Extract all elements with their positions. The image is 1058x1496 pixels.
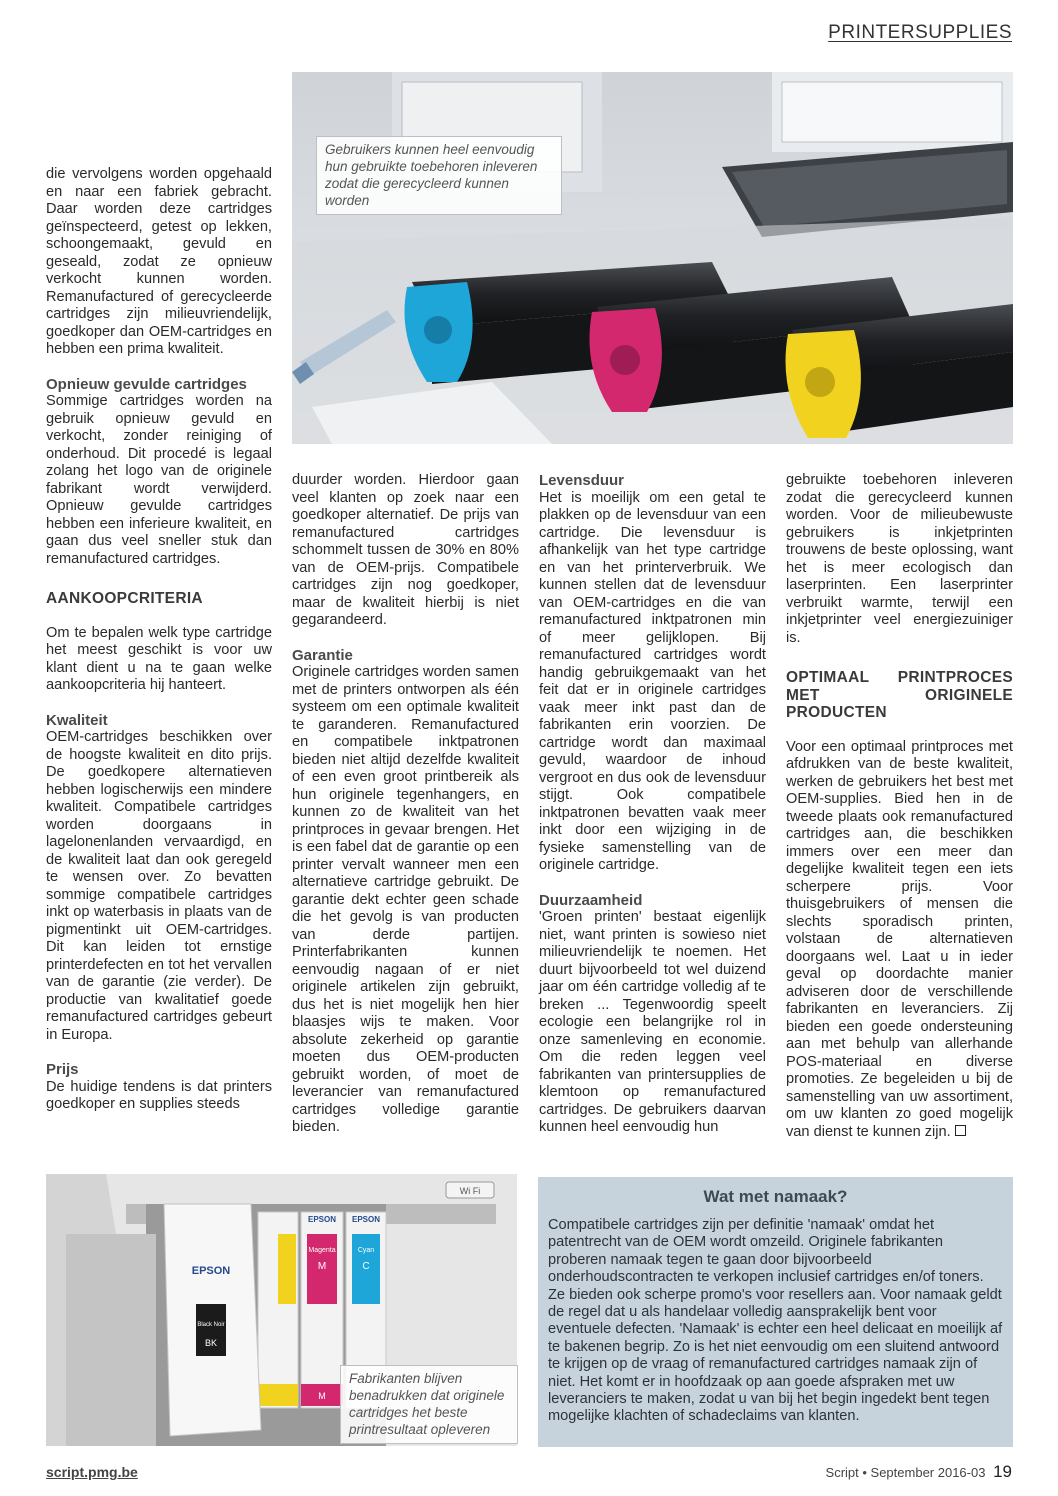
heading-criteria: AANKOOPCRITERIA (46, 590, 203, 607)
heading-refill: Opnieuw gevulde cartridges (46, 375, 247, 393)
end-mark-icon (955, 1125, 966, 1136)
magenta-code-bottom: M (318, 1391, 326, 1401)
page-number: 19 (993, 1462, 1012, 1481)
column-4 (786, 472, 1013, 1141)
heading-optimal: OPTIMAAL PRINTPROCES MET ORIGINELE PRODUCTEN (786, 669, 1013, 721)
black-label: Black Noir (197, 1322, 225, 1328)
column-1 (46, 166, 272, 1114)
heading-price: Prijs (46, 1061, 79, 1078)
paragraph: gebruikte toebehoren inleveren zodat die gerecycleerd kunnen worden. Voor de milieubewuste gebruikers is inkjetprinten trouwens de beste oplossing, want het is meer ecologisch dan laserprinten. Een laserprinter verbruikt warmte, terwijl een inkjetprinter veel energiezuiniger is. (786, 472, 1013, 646)
cyan-code: C (362, 1261, 370, 1272)
heading-sustainability: Duurzaamheid (539, 891, 643, 909)
paragraph-text: Voor een optimaal printproces met afdrukken van de beste kwaliteit, werken de gebruikers het best met OEM-supplies. Bied hen in de tweede plaats ook remanufactured cartridges aan, die beschikken immers over een meer dan degelijke kwaliteit tegen een iets scherpere prijs. Voor thuisgebruikers of mensen die slechts sporadisch printen, volstaan de alternatieven doorgaans wel. Laat u in ieder geval op doordachte manier adviseren door de verschillende fabrikanten en leveranciers. Zij bieden een goede ondersteuning aan met behulp van allerhande POS-materiaal en diverse promoties. Ze begeleiden u bij de samenstelling van uw assortiment, om uw klanten zo goed mogelijk van dienst te kunnen zijn. (786, 738, 1013, 1140)
heading-quality: Kwaliteit (46, 711, 108, 729)
sidebar-title: Wat met namaak? (703, 1187, 848, 1206)
column-3 (539, 472, 766, 1137)
paragraph: Originele cartridges worden samen met de printers ontworpen als één systeem om een optimale kwaliteit te garanderen. Remanufactured en compatibele inktpatronen bieden niet altijd dezelfde kwaliteit of een even groot printbereik als hun originele tegenhangers, en kunnen zo de kwaliteit van het printproces in gevaar brengen. Het is een fabel dat de garantie op een printer vervalt wanneer men een alternatieve cartridge gebruikt. De garantie dekt echter geen schade die het gevolg is van producten van derde partijen. Printerfabrikanten kunnen eenvoudig nagaan of er niet originele artikelen zijn gebruikt, dus het is niet mogelijk hen hier blaasjes wijs te maken. Voor absolute zekerheid op garantie moeten dus OEM-producten gebruikt worden, of moet de leverancier van remanufactured cartridges volledige garantie bieden. (292, 664, 519, 1135)
paragraph: 'Groen printen' bestaat eigenlijk niet, want printen is sowieso niet milieuvriendelijk te noemen. Het duurt bijvoorbeeld tot wel duizend jaar om één cartridge volledig af te breken ... Tegenwoordig speelt ecologie een belangrijke rol in onze samenleving en economie. Om die reden leggen veel fabrikanten van printersupplies de klemtoon op remanufactured cartridges. De gebruikers daarvan kunnen heel eenvoudig hun (539, 909, 766, 1135)
black-brand-label: EPSON (191, 1265, 231, 1277)
toner-cartridges-illustration (292, 72, 1013, 444)
magenta-code: M (317, 1261, 327, 1272)
heading-warranty: Garantie (292, 646, 353, 664)
sidebar-body: Compatibele cartridges zijn per definitie 'namaak' omdat het patentrecht van de OEM wordt omzeild. Originele fabrikanten proberen namaak tegen te gaan door bijvoorbeeld onderhoudscontracten te verkopen inclusief cartridges en/of toners. Ze bieden ook scherpe promo's voor resellers aan. Voor namaak geldt de regel dat u als handelaar volledig aansprakelijk bent voor eventuele defecten. 'Namaak' is echter een heel delicaat en moeilijk af te bakenen begrip. Zo is het niet eenvoudig om een sluitend antwoord te krijgen op de vraag of remanufactured cartridges namaak zijn of niet. Het komt er in hoofdzaak op aan goede afspraken met uw leveranciers te maken, zodat u van bij het begin ingedekt bent tegen mogelijke klachten of schadeclaims van klanten. (548, 1217, 1003, 1425)
paragraph: Om te bepalen welk type cartridge het meest geschikt is voor uw klant dient u na te gaan welke aankoopcriteria hij hanteert. (46, 624, 272, 693)
issue-label: Script • September 2016-03 (825, 1465, 986, 1480)
cyan-label: Cyan (357, 1247, 375, 1254)
cyan-brand-label: EPSON (351, 1215, 381, 1224)
paragraph (786, 739, 1013, 1142)
paragraph: Sommige cartridges worden na gebruik opnieuw gevuld en verkocht, zonder reiniging of onderhoud. Dit procedé is legaal zolang het logo van de originele fabrikant wordt verwijderd. Opnieuw gevulde cartridges hebben een inferieure kwaliteit, en gaan dus veel sneller stuk dan remanufactured cartridges. (46, 393, 272, 567)
column-2 (292, 472, 519, 1137)
section-title: PRINTERSUPPLIES (828, 22, 1012, 43)
footer-site-link[interactable]: script.pmg.be (46, 1464, 138, 1480)
paragraph: Het is moeilijk om een getal te plakken op de levensduur van een cartridge. Die levensduur is afhankelijk van het type cartridge en van het printerverbruik. We kunnen stellen dat de levensduur van OEM-cartridges en die van remanufactured inktpatronen min of meer gelijklopen. Bij remanufactured cartridges wordt handig gebruikgemaakt van het feit dat er in originele cartridges vaak meer inkt past dan de fabrikanten erin voorzien. De cartridge wordt dan maximaal gevuld, waardoor de inhoud vergroot en dus ook de levensduur stijgt. Ook compatibele inktpatronen bevatten vaak meer inkt door een wijziging in de fysieke samenstelling van de originele cartridge. (539, 489, 766, 873)
paragraph: die vervolgens worden opgehaald en naar een fabriek gebracht. Daar worden deze cartridges geïnspecteerd, getest op lekken, schoongemaakt, gevuld en geseald, zodat ze opnieuw verkocht kunnen worden. Remanufactured of gerecycleerde cartridges zijn milieuvriendelijk, goedkoper dan OEM-cartridges en hebben een prima kwaliteit. (46, 166, 272, 357)
heading-lifespan: Levensduur (539, 472, 625, 489)
paragraph: De huidige tendens is dat printers goedkoper en supplies steeds (46, 1078, 272, 1112)
photo-caption-bottom: Fabrikanten blijven benadrukken dat originele cartridges het beste printresultaat opleveren (340, 1365, 518, 1444)
footer-issue (826, 1462, 1012, 1482)
magenta-label: Magenta (308, 1247, 336, 1254)
paragraph: OEM-cartridges beschikken over de hoogste kwaliteit en dito prijs. De goedkopere alternatieven hebben logischerwijs een mindere kwaliteit. Compatibele cartridges worden doorgaans in lagelonenlanden vervaardigd, en de kwaliteit laat dan ook geregeld te wensen over. Zo bevatten sommige compatibele cartridges inkt op waterbasis in plaats van de pigmentinkt uit OEM-cartridges. Dit kan leiden tot ernstige printerdefecten en tot het vervallen van de garantie (zie verder). De productie van kwalitatief goede remanufactured cartridges gebeurt in Europa. (46, 729, 272, 1043)
black-code: BK (204, 1338, 218, 1348)
paragraph: duurder worden. Hierdoor gaan veel klanten op zoek naar een goedkoper alternatief. De prijs van remanufactured cartridges schommelt tussen de 30% en 80% van de OEM-prijs. Compatibele cartridges zijn nog goedkoper, maar de kwaliteit hierbij is niet gegarandeerd. (292, 472, 519, 628)
wifi-label: Wi Fi (459, 1186, 481, 1196)
photo-caption-top: Gebruikers kunnen heel eenvoudig hun gebruikte toebehoren inleveren zodat die gerecycleerd kunnen worden (316, 136, 562, 215)
sidebar-box-namaak (538, 1177, 1013, 1447)
photo-toner-cartridges (292, 72, 1013, 444)
magenta-brand-label: EPSON (307, 1215, 337, 1224)
